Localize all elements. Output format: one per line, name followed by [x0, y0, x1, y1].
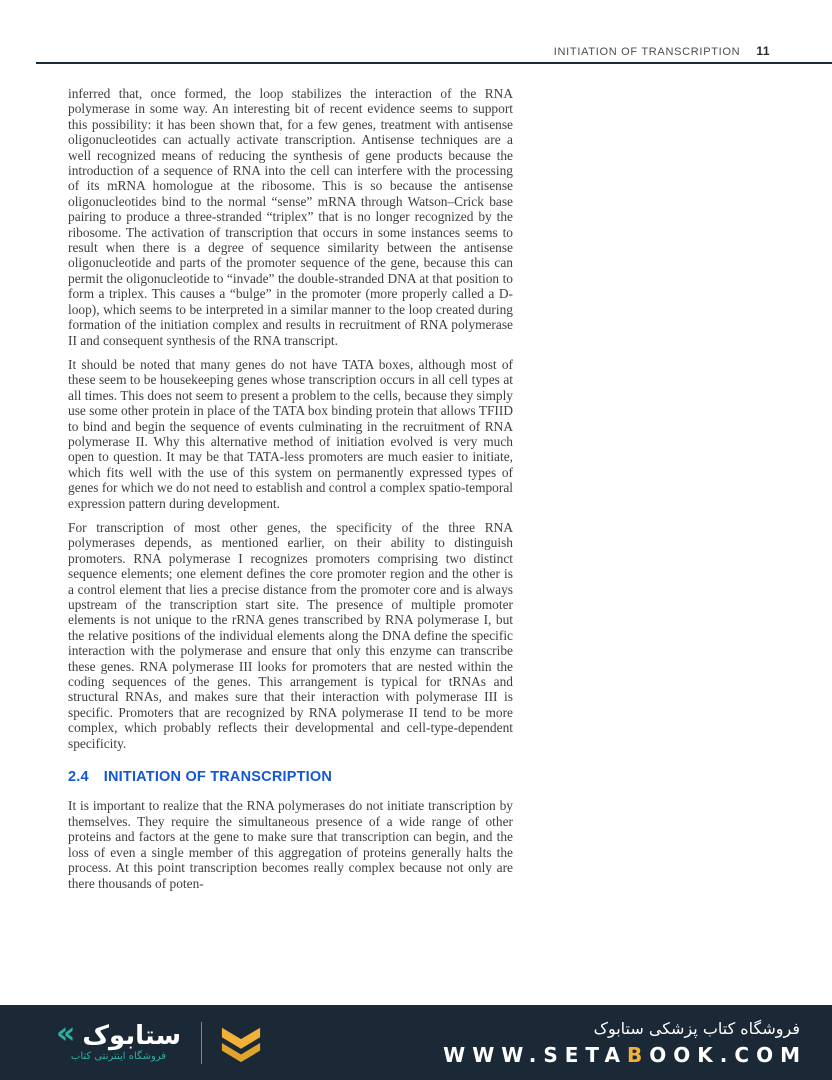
body-paragraphs [68, 86, 513, 751]
footer-right [443, 1018, 807, 1067]
brand-logo [56, 1016, 182, 1063]
brand-tagline: فروشگاه اینترنتی کتاب [70, 1051, 167, 1063]
section-paragraphs [68, 798, 513, 890]
website-letter: M [780, 1042, 807, 1067]
text-column [68, 86, 513, 900]
website-letter: W [443, 1042, 473, 1067]
paragraph: It is important to realize that the RNA polymerases do not initiate transcription by themselves. They require the simultaneous presence of a wide range of other proteins and factors at the gene to make sure that transcription can begin, and the loss of even a single member of this aggregation of proteins generally halts the process. At this point transcription becomes really complex because not only are there thousands of poten- [68, 798, 513, 891]
footer-divider [201, 1022, 202, 1064]
website-letter: K [697, 1042, 720, 1067]
website-letter: W [472, 1042, 502, 1067]
website-letter: A [604, 1042, 627, 1067]
paragraph: It should be noted that many genes do not have TATA boxes, although most of these seem to be housekeeping genes whose transcription occurs in all cell types at all times. This does not seem to present a problem to the cells, because they simply use some other protein in place of the TATA box binding protein that allows TFIID to bind and begin the sequence of events culminating in the recruitment of RNA polymerase II. Why this alternative method of initiation evolved is very much open to question. It may be that TATA-less promoters are much easier to initiate, which fits well with the use of this system on permanently expressed types of genes for which we do not need to establish and control a complex spatio-temporal expression pattern during development. [68, 356, 513, 511]
header-rule [36, 62, 832, 64]
website-letter: S [543, 1042, 565, 1067]
website-letter: . [528, 1042, 544, 1067]
paragraph: inferred that, once formed, the loop stabilizes the interaction of the RNA polymerase in some way. An interesting bit of recent evidence seems to support this possibility: it has been shown that, for a few genes, treatment with antisense oligonucleotides can actually activate transcription. Antisense techniques are a well recognized means of reducing the synthesis of gene products because the introduction of a sequence of RNA into the cell can interfere with the processing of its mRNA homologue at the ribosome. This is so because the antisense oligonucleotides bind to the normal “sense” mRNA through Watson–Crick base pairing to produce a three-stranded “triplex” that is no longer recognized by the ribosome. The activation of transcription that occurs in some instances seems to result when there is a degree of sequence similarity between the antisense oligonucleotide and parts of the promoter sequence of the gene, because this can permit the oligonucleotide to “invade” the double-stranded DNA at that position to form a triplex. This causes a “bulge” in the promoter (more properly called a D-loop), which seems to be interpreted in a similar manner to the loop created during formation of the initiation complex and results in recruitment of RNA polymerase II and consequent synthesis of the RNA transcript. [68, 86, 513, 348]
website-text [443, 1043, 807, 1067]
running-header-title: INITIATION OF TRANSCRIPTION [553, 46, 741, 58]
book-chevron-icon [218, 1022, 264, 1064]
website-letter: . [719, 1042, 735, 1067]
page-header [554, 44, 770, 58]
section-title: INITIATION OF TRANSCRIPTION [103, 769, 333, 786]
brand-chevron-icon: « [56, 1016, 76, 1052]
text-fade-overlay [0, 950, 832, 1005]
footer-banner [0, 1005, 832, 1080]
website-letter: T [585, 1042, 605, 1067]
section-heading [68, 770, 513, 785]
website-letter: W [501, 1042, 529, 1067]
website-letter: E [564, 1042, 586, 1067]
paragraph: For transcription of most other genes, the specificity of the three RNA polymerases depends, as mentioned earlier, on their ability to distinguish promoters. RNA polymerase I recognizes promoters comprising two distinct sequence elements; one element defines the core promoter region and the other is a control element that lies a precise distance from the promoter core and is always upstream of the transcription start site. The presence of multiple promoter elements is not unique to the rRNA genes transcribed by RNA polymerase I, but the relative positions of the individual elements along the DNA define the specific interaction with the polymerase and ensure that only this enzyme can transcribe these genes. RNA polymerase III looks for promoters that are nested within the coding sequences of the genes. This arrangement is typical for tRNAs and structural RNAs, and makes sure that their interaction with polymerase III is specific. Promoters that are recognized by RNA polymerase II tend to be more complex, which probably reflects their developmental and cell-type-dependent specificity. [68, 519, 513, 751]
section-number: 2.4 [68, 769, 89, 786]
website-letter: O [649, 1042, 674, 1067]
brand-wordmark [56, 1016, 182, 1052]
website-letter: O [756, 1042, 781, 1067]
brand-name: ستابوک [82, 1020, 182, 1051]
website-letter: B [627, 1042, 650, 1067]
website-letter: C [734, 1042, 757, 1067]
page-number: 11 [756, 44, 770, 58]
store-label: فروشگاه کتاب پزشکی ستابوک [593, 1018, 800, 1038]
website-letter: O [673, 1042, 698, 1067]
